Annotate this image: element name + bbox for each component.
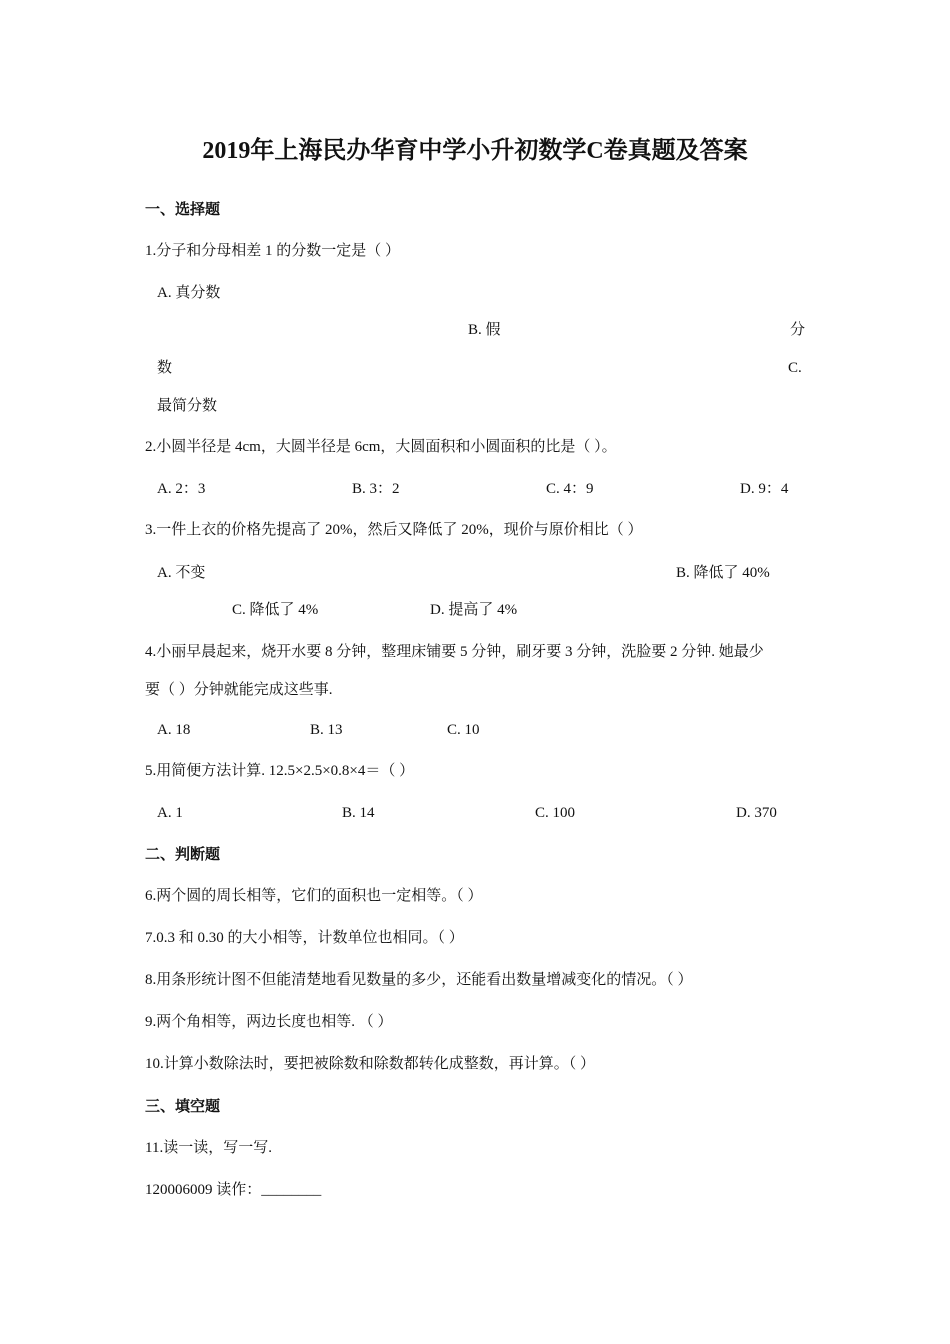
question-2-option-a: A. 2：3 [157,481,206,497]
question-3-option-b: B. 降低了 40% [676,565,770,581]
question-11-line: 120006009 读作：________ [145,1182,322,1198]
question-5-stem: 5.用简便方法计算. 12.5×2.5×0.8×4＝（ ） [145,763,415,779]
question-4-option-c: C. 10 [447,722,480,738]
question-1-option-c-continued: 最简分数 [157,398,218,414]
question-1-option-b-tail: 分 [790,322,806,338]
section-heading-fill-in: 三、填空题 [145,1099,221,1115]
question-4-stem-line-1: 4.小丽早晨起来，烧开水要 8 分钟，整理床铺要 5 分钟，刷牙要 3 分钟，洗脸要 2 分钟. 她最少 [145,644,764,660]
question-8: 8.用条形统计图不但能清楚地看见数量的多少，还能看出数量增减变化的情况。（ ） [145,972,693,988]
question-5-option-b: B. 14 [342,805,375,821]
question-3-option-d: D. 提高了 4% [430,602,518,618]
question-2-option-b: B. 3：2 [352,481,400,497]
question-5-option-a: A. 1 [157,805,183,821]
question-1-option-b-continued: 数 [157,360,173,376]
question-3-option-a: A. 不变 [157,565,206,581]
question-3-option-c: C. 降低了 4% [232,602,319,618]
question-9: 9.两个角相等，两边长度也相等. （ ） [145,1014,393,1030]
question-1-option-c: C. [788,360,802,376]
page-title: 2019年上海民办华育中学小升初数学C卷真题及答案 [202,138,748,164]
question-2-stem: 2.小圆半径是 4cm，大圆半径是 6cm，大圆面积和小圆面积的比是（ ）。 [145,439,617,455]
question-4-stem-line-2: 要（ ）分钟就能完成这些事. [145,682,333,698]
question-5-option-d: D. 370 [736,805,777,821]
question-10: 10.计算小数除法时，要把被除数和除数都转化成整数，再计算。（ ） [145,1056,596,1072]
question-2-option-c: C. 4：9 [546,481,594,497]
section-heading-choice: 一、选择题 [145,202,221,218]
question-3-stem: 3.一件上衣的价格先提高了 20%，然后又降低了 20%，现价与原价相比（ ） [145,522,643,538]
question-4-option-a: A. 18 [157,722,191,738]
question-11-stem: 11.读一读，写一写. [145,1140,272,1156]
question-1-option-b: B. 假 [468,322,501,338]
section-heading-judgement: 二、判断题 [145,847,221,863]
question-1-option-a: A. 真分数 [157,285,221,301]
question-7: 7.0.3 和 0.30 的大小相等，计数单位也相同。（ ） [145,930,464,946]
question-4-option-b: B. 13 [310,722,343,738]
question-5-option-c: C. 100 [535,805,576,821]
question-1-stem: 1.分子和分母相差 1 的分数一定是（ ） [145,243,401,259]
question-6: 6.两个圆的周长相等，它们的面积也一定相等。（ ） [145,888,483,904]
question-2-option-d: D. 9：4 [740,481,789,497]
